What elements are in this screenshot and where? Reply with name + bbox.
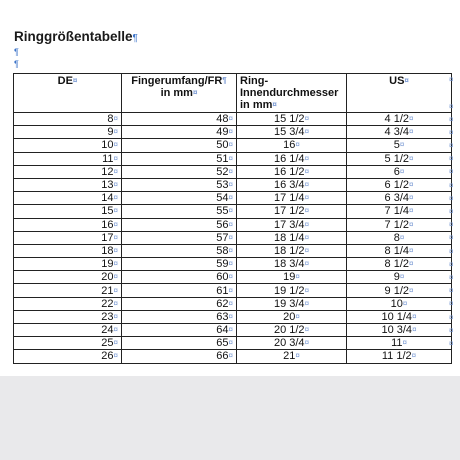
- row-end-marker: ¤: [449, 233, 454, 243]
- cell-de: 22¤: [14, 297, 122, 310]
- cell-innendurchmesser: 20 3/4¤: [237, 337, 347, 350]
- cell-fingerumfang: 62¤: [122, 297, 237, 310]
- cell-innendurchmesser: 16 3/4¤: [237, 178, 347, 191]
- table-row: [14, 218, 452, 231]
- row-end-marker: ¤: [449, 74, 454, 84]
- header-innendurchmesser: Ring- Innendurchmesser in mm¤: [237, 74, 347, 113]
- table-row: [14, 258, 452, 271]
- cell-fingerumfang: 66¤: [122, 350, 237, 363]
- cell-innendurchmesser: 16 1/4¤: [237, 152, 347, 165]
- table-row: [14, 297, 452, 310]
- cell-us: 8¤: [347, 231, 452, 244]
- table-row: [14, 337, 452, 350]
- cell-de: 21¤: [14, 284, 122, 297]
- row-end-marker: ¤: [449, 207, 454, 216]
- cell-innendurchmesser: 18 1/2¤: [237, 244, 347, 257]
- table-body: [14, 113, 452, 364]
- cell-de: 17¤: [14, 231, 122, 244]
- row-end-marker: ¤: [449, 193, 454, 203]
- table-row: [14, 152, 452, 165]
- cell-de: 25¤: [14, 337, 122, 350]
- cell-innendurchmesser: 20¤: [237, 310, 347, 323]
- cell-innendurchmesser: 16¤: [237, 139, 347, 152]
- cell-us: 8 1/2¤: [347, 258, 452, 271]
- cell-fingerumfang: 58¤: [122, 244, 237, 257]
- cell-fingerumfang: 60¤: [122, 271, 237, 284]
- table-row: [14, 350, 452, 363]
- cell-de: 20¤: [14, 271, 122, 284]
- row-end-marker: ¤: [449, 246, 454, 256]
- table-row: [14, 192, 452, 205]
- table-row: [14, 284, 452, 297]
- cell-de: 9¤: [14, 126, 122, 139]
- cell-de: 26¤: [14, 350, 122, 363]
- cell-innendurchmesser: 16 1/2¤: [237, 165, 347, 178]
- empty-paragraph-mark: ¶: [14, 59, 19, 69]
- cell-innendurchmesser: 15 1/2¤: [237, 113, 347, 126]
- cell-de: 19¤: [14, 258, 122, 271]
- header-de: DE¤: [14, 74, 122, 113]
- cell-de: 18¤: [14, 244, 122, 257]
- table-row: [14, 231, 452, 244]
- row-end-marker: ¤: [449, 127, 454, 137]
- cell-de: 16¤: [14, 218, 122, 231]
- table-row: [14, 205, 452, 218]
- table-row: [14, 310, 452, 323]
- cell-us: 9 1/2¤: [347, 284, 452, 297]
- row-end-marker: ¤: [449, 272, 454, 282]
- row-end-marker: ¤: [449, 101, 454, 111]
- table-row: [14, 178, 452, 191]
- row-end-marker: ¤: [449, 167, 454, 177]
- row-end-marker: ¤: [449, 259, 454, 269]
- cell-fingerumfang: 59¤: [122, 258, 237, 271]
- cell-us: 6 3/4¤: [347, 192, 452, 205]
- cell-innendurchmesser: 17 1/4¤: [237, 192, 347, 205]
- table-row: [14, 126, 452, 139]
- cell-innendurchmesser: 21¤: [237, 350, 347, 363]
- cell-us: 10¤: [347, 297, 452, 310]
- cell-fingerumfang: 57¤: [122, 231, 237, 244]
- cell-de: 8¤: [14, 113, 122, 126]
- cell-innendurchmesser: 19¤: [237, 271, 347, 284]
- cell-us: 6 1/2¤: [347, 178, 452, 191]
- cell-us: 4 3/4¤: [347, 126, 452, 139]
- table-header-row: [14, 74, 452, 113]
- cell-fingerumfang: 55¤: [122, 205, 237, 218]
- cell-us: 11 1/2¤: [347, 350, 452, 363]
- row-end-marker: ¤: [449, 338, 454, 348]
- cell-fingerumfang: 64¤: [122, 324, 237, 337]
- cell-fingerumfang: 49¤: [122, 126, 237, 139]
- ring-size-table: [13, 73, 452, 364]
- paragraph-mark-icon: ¶: [132, 33, 138, 44]
- row-end-marker: ¤: [449, 180, 454, 190]
- cell-fingerumfang: 63¤: [122, 310, 237, 323]
- cell-fingerumfang: 50¤: [122, 139, 237, 152]
- cell-us: 10 3/4¤: [347, 324, 452, 337]
- cell-innendurchmesser: 15 3/4¤: [237, 126, 347, 139]
- cell-innendurchmesser: 20 1/2¤: [237, 324, 347, 337]
- table-row: [14, 165, 452, 178]
- row-end-marker: ¤: [449, 299, 454, 309]
- cell-fingerumfang: 61¤: [122, 284, 237, 297]
- cell-fingerumfang: 53¤: [122, 178, 237, 191]
- cell-de: 24¤: [14, 324, 122, 337]
- cell-fingerumfang: 51¤: [122, 152, 237, 165]
- row-end-marker: ¤: [449, 325, 454, 335]
- header-us: US¤: [347, 74, 452, 113]
- cell-de: 14¤: [14, 192, 122, 205]
- cell-innendurchmesser: 18 3/4¤: [237, 258, 347, 271]
- cell-de: 13¤: [14, 178, 122, 191]
- cell-innendurchmesser: 17 3/4¤: [237, 218, 347, 231]
- cell-innendurchmesser: 18 1/4¤: [237, 231, 347, 244]
- cell-innendurchmesser: 19 3/4¤: [237, 297, 347, 310]
- row-end-marker: ¤: [449, 220, 454, 230]
- cell-de: 23¤: [14, 310, 122, 323]
- row-end-marker: ¤: [449, 312, 454, 322]
- cell-us: 11¤: [347, 337, 452, 350]
- cell-innendurchmesser: 17 1/2¤: [237, 205, 347, 218]
- cell-fingerumfang: 56¤: [122, 218, 237, 231]
- document-title: [14, 29, 138, 44]
- cell-us: 8 1/4¤: [347, 244, 452, 257]
- cell-us: 10 1/4¤: [347, 310, 452, 323]
- cell-us: 7 1/4¤: [347, 205, 452, 218]
- table-row: [14, 271, 452, 284]
- cell-us: 6¤: [347, 165, 452, 178]
- cell-fingerumfang: 54¤: [122, 192, 237, 205]
- cell-de: 10¤: [14, 139, 122, 152]
- table-row: [14, 324, 452, 337]
- row-end-marker: ¤: [449, 154, 454, 164]
- cell-fingerumfang: 65¤: [122, 337, 237, 350]
- cell-us: 4 1/2¤: [347, 113, 452, 126]
- row-end-marker: ¤: [449, 141, 454, 151]
- row-end-marker: ¤: [449, 114, 454, 124]
- cell-us: 9¤: [347, 271, 452, 284]
- cell-fingerumfang: 52¤: [122, 165, 237, 178]
- empty-paragraph-mark: ¶: [14, 47, 19, 57]
- title-text: Ringgrößentabelle: [14, 29, 133, 44]
- table-row: [14, 113, 452, 126]
- cell-fingerumfang: 48¤: [122, 113, 237, 126]
- row-end-marker: ¤: [449, 286, 454, 296]
- cell-us: 7 1/2¤: [347, 218, 452, 231]
- cell-de: 12¤: [14, 165, 122, 178]
- cell-de: 15¤: [14, 205, 122, 218]
- cell-de: 11¤: [14, 152, 122, 165]
- cell-us: 5¤: [347, 139, 452, 152]
- table-row: [14, 244, 452, 257]
- header-fingerumfang: Fingerumfang/FR¶ in mm¤: [122, 74, 237, 113]
- cell-us: 5 1/2¤: [347, 152, 452, 165]
- table-row: [14, 139, 452, 152]
- cell-innendurchmesser: 19 1/2¤: [237, 284, 347, 297]
